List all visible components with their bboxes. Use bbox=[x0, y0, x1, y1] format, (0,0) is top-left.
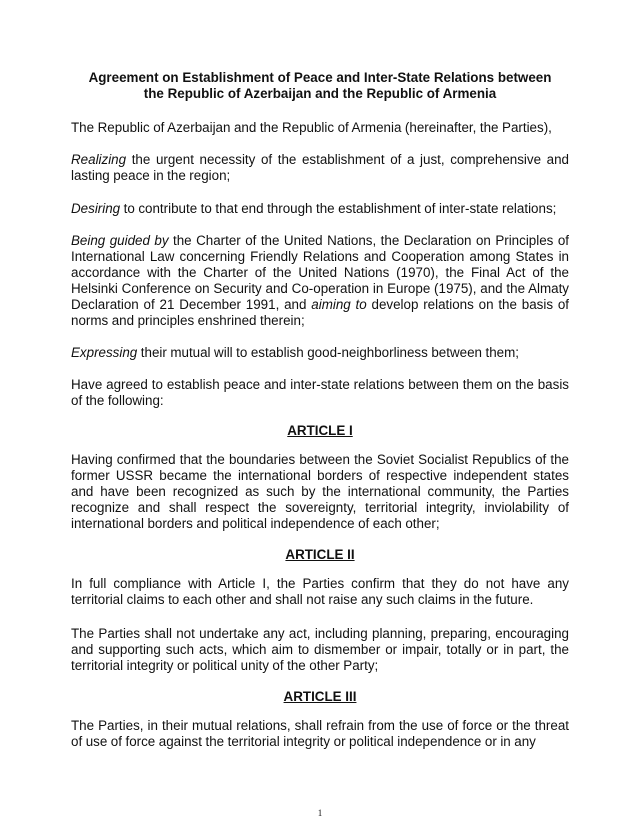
expressing-text: their mutual will to establish good-neighborliness between them; bbox=[137, 345, 519, 360]
expressing-lead: Expressing bbox=[71, 345, 138, 360]
article-2-paragraph-2: The Parties shall not undertake any act, including planning, preparing, encouraging and supporting such acts, which aim to dismember or impair, totally or in part, the territorial integrity or political unity of the other Party; bbox=[71, 626, 569, 673]
article-3-heading: ARTICLE III bbox=[283, 689, 357, 704]
guided-lead: Being guided by bbox=[71, 233, 169, 248]
article-2-heading: ARTICLE II bbox=[285, 547, 355, 562]
title-line-1: Agreement on Establishment of Peace and Inter-State Relations between bbox=[88, 70, 552, 85]
desiring-text: to contribute to that end through the establishment of inter-state relations; bbox=[120, 201, 557, 216]
desiring-paragraph bbox=[71, 201, 569, 217]
aiming-lead: aiming to bbox=[311, 297, 367, 312]
title-line-2: the Republic of Azerbaijan and the Republic of Armenia bbox=[143, 86, 497, 101]
aiming-text: develop relations on the basis of norms and principles enshrined therein; bbox=[71, 297, 569, 328]
article-1-paragraph-1: Having confirmed that the boundaries between the Soviet Socialist Republics of the former USSR became the international borders of respective independent states and have been recognized as such by the international community, the Parties recognize and shall respect the sovereignty, territorial integrity, inviolability of international borders and political independence of each other; bbox=[71, 452, 569, 531]
parties-paragraph: The Republic of Azerbaijan and the Republic of Armenia (hereinafter, the Parties), bbox=[71, 120, 552, 135]
realizing-text: the urgent necessity of the establishment of a just, comprehensive and lasting peace in the region; bbox=[71, 152, 569, 183]
realizing-lead: Realizing bbox=[71, 152, 127, 167]
article-1-heading: ARTICLE I bbox=[287, 423, 353, 438]
article-3-paragraph-1: The Parties, in their mutual relations, shall refrain from the use of force or the threat of use of force against the territorial integrity or political independence or in any bbox=[71, 718, 569, 749]
realizing-paragraph bbox=[71, 152, 569, 184]
expressing-paragraph bbox=[71, 345, 569, 361]
guided-text: the Charter of the United Nations, the Declaration on Principles of International Law concerning Friendly Relations and Cooperation among States in accordance with the Charter of the United Nations (1970), the Final Act of the Helsinki Conference on Security and Co-operation in Europe (1975), and the Almaty Declaration of 21 December 1991, and bbox=[71, 233, 569, 312]
document-title bbox=[70, 70, 570, 102]
article-2-paragraph-1: In full compliance with Article I, the Parties confirm that they do not have any territorial claims to each other and shall not raise any such claims in the future. bbox=[71, 576, 569, 607]
desiring-lead: Desiring bbox=[71, 201, 121, 216]
guided-paragraph bbox=[71, 233, 569, 329]
agreed-paragraph: Have agreed to establish peace and inter-state relations between them on the basis of the following: bbox=[71, 377, 569, 408]
page-number: 1 bbox=[317, 808, 323, 818]
